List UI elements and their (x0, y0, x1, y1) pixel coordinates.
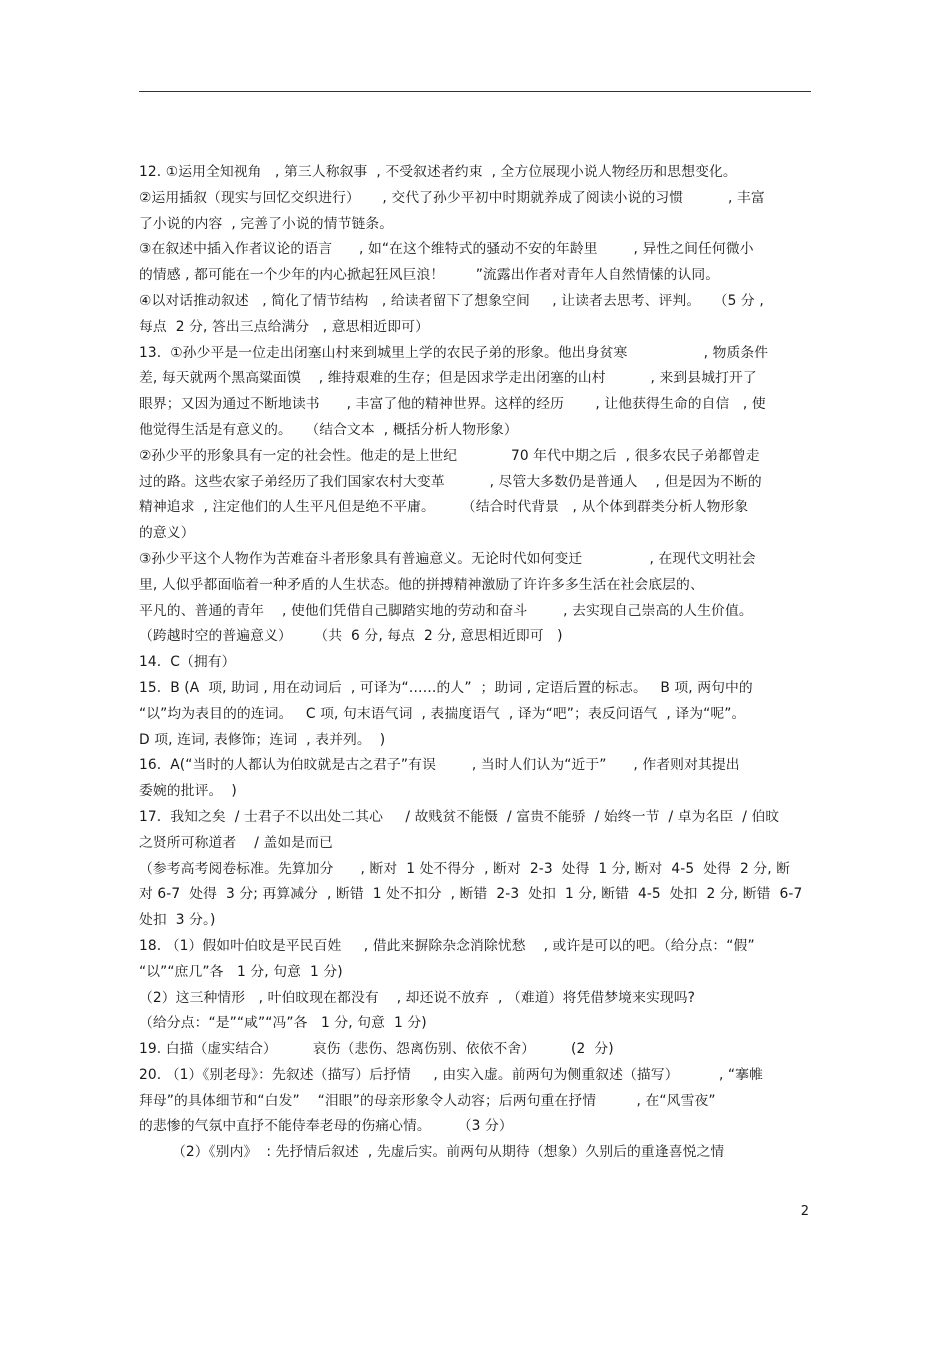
text-line: 差, 每天就两个黑高粱面馍 , 维持艰难的生存；但是因求学走出闭塞的山村 , 来到县城打开了 (139, 370, 757, 387)
text-line: 13. ①孙少平是一位走出闭塞山村来到城里上学的农民子弟的形象。他出身贫寒 , 物质条件 (139, 344, 769, 361)
text-line: 每点 2 分, 答出三点给满分 , 意思相近即可） (139, 318, 429, 335)
text-line: （参考高考阅卷标准。先算加分 , 断对 1 处不得分 , 断对 2-3 处得 1 分, 断对 4-5 处得 2 分, 断 (139, 860, 791, 877)
text-line: 18. （1）假如叶伯旼是平民百姓 , 借此来摒除杂念消除忧愁 , 或许是可以的吧。（给分点：“假” (139, 937, 755, 954)
text-line: ②孙少平的形象具有一定的社会性。他走的是上世纪 70 年代中期之后 , 很多农民子弟都曾走 (139, 447, 760, 464)
text-line: “以”“庶几”各 1 分, 句意 1 分) (139, 963, 343, 980)
header-rule (139, 91, 811, 92)
text-line: D 项, 连词, 表修饰；连词 , 表并列。 ) (139, 731, 386, 748)
text-line: 里, 人似乎都面临着一种矛盾的人生状态。他的拼搏精神激励了许许多多生活在社会底层的、 (139, 576, 704, 593)
text-line: 的情感 , 都可能在一个少年的内心掀起狂风巨浪！ ”流露出作者对青年人自然情愫的认同。 (139, 267, 720, 284)
text-line: 精神追求 , 注定他们的人生平凡但是绝不平庸。 （结合时代背景 , 从个体到群类分析人物形象 (139, 499, 749, 516)
text-line: ②运用插叙（现实与回忆交织进行） , 交代了孙少平初中时期就养成了阅读小说的习惯 , 丰富 (139, 189, 765, 206)
text-line: ③孙少平这个人物作为苦难奋斗者形象具有普遍意义。无论时代如何变迁 , 在现代文明社会 (139, 550, 756, 567)
text-line: 的悲惨的气氛中直抒不能侍奉老母的伤痛心情。 （3 分） (139, 1118, 513, 1135)
text-line: 15. B (A 项, 助词 , 用在动词后 , 可译为“……的人” ；助词 , 定语后置的标志。 B 项, 两句中的 (139, 679, 753, 696)
text-line: 19. 白描（虚实结合） 哀伤（悲伤、怨离伤别、依依不舍） (2 分) (139, 1041, 614, 1058)
text-line: （2）这三种情形 , 叶伯旼现在都没有 , 却还说不放弃 , （难道）将凭借梦境来实现吗? (139, 989, 696, 1006)
text-line: （2）《别内》 : 先抒情后叙述 , 先虚后实。前两句从期待（想象）久别后的重逢喜悦之情 (172, 1144, 725, 1161)
text-line: 平凡的、普通的青年 , 使他们凭借自己脚踏实地的劳动和奋斗 , 去实现自己崇高的人生价值。 (139, 602, 753, 619)
text-line: 对 6-7 处得 3 分; 再算减分 , 断错 1 处不扣分 , 断错 2-3 处扣 1 分, 断错 4-5 处扣 2 分, 断错 6-7 (139, 886, 803, 903)
text-line: 17. 我知之矣 / 士君子不以出处二其心 / 故贱贫不能慑 / 富贵不能骄 / 始终一节 / 卓为名臣 / 伯旼 (139, 808, 780, 825)
text-line: 处扣 3 分。) (139, 912, 216, 929)
text-line: 之贤所可称道者 / 盖如是而已 (139, 834, 333, 851)
text-line: 拜母”的具体细节和“白发” “泪眼”的母亲形象令人动容；后两句重在抒情 , 在“风雪夜” (139, 1092, 716, 1109)
text-line: （跨越时空的普遍意义） （共 6 分, 每点 2 分, 意思相近即可 ) (139, 628, 563, 645)
text-line: 12. ①运用全知视角 , 第三人称叙事 , 不受叙述者约束 , 全方位展现小说人物经历和思想变化。 (139, 164, 737, 180)
text-line: “以”均为表目的的连词。 C 项, 句末语气词 , 表揣度语气 , 译为“吧”；表反问语气 , 译为“呢”。 (139, 705, 746, 722)
text-line: 14. C（拥有） (139, 654, 236, 671)
text-line: 了小说的内容 , 完善了小说的情节链条。 (139, 215, 394, 232)
text-line: 他觉得生活是有意义的。 （结合文本 , 概括分析人物形象） (139, 421, 518, 438)
text-line: ④以对话推动叙述 , 简化了情节结构 , 给读者留下了想象空间 , 让读者去思考、评判。 （5 分 , (139, 292, 764, 309)
text-line: （给分点：“是”“咸”“冯”各 1 分, 句意 1 分) (139, 1015, 427, 1032)
page-number: 2 (800, 1204, 809, 1219)
text-line: 眼界；又因为通过不断地读书 , 丰富了他的精神世界。这样的经历 , 让他获得生命的自信 , 使 (139, 396, 766, 413)
text-line: 20. （1）《别老母》：先叙述（描写）后抒情 , 由实入虚。前两句为侧重叙述（描写） , “搴帷 (139, 1066, 763, 1083)
text-line: 委婉的批评。 ) (139, 783, 237, 800)
text-line: ③在叙述中插入作者议论的语言 , 如“在这个维特式的骚动不安的年龄里 , 异性之间任何微小 (139, 241, 754, 258)
text-line: 16. A(“当时的人都认为伯旼就是古之君子”有误 , 当时人们认为“近于” , 作者则对其提出 (139, 757, 740, 774)
text-line: 过的路。这些农家子弟经历了我们国家农村大变革 , 尽管大多数仍是普通人 , 但是因为不断的 (139, 473, 762, 490)
answer-text-body (139, 160, 819, 1166)
text-line: 的意义） (139, 525, 195, 542)
